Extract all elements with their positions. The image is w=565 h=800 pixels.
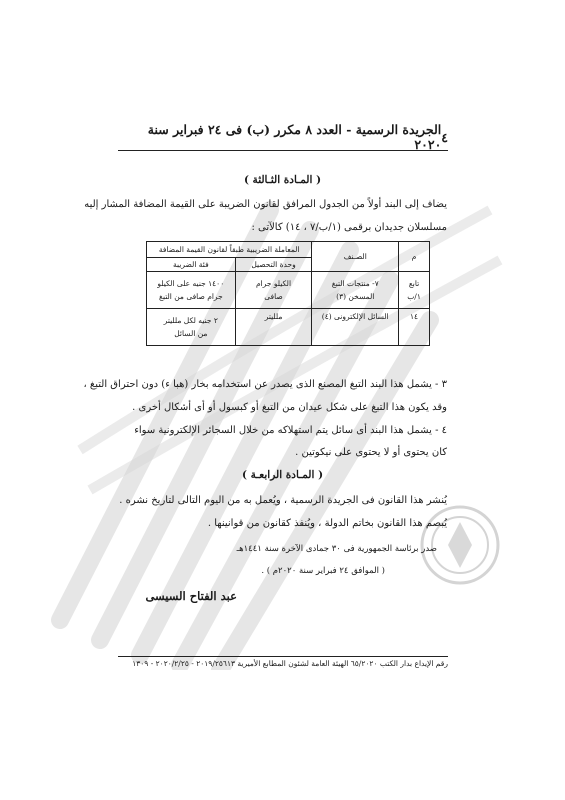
table-row	[147, 309, 430, 346]
legal-deposit-footer: رقم الإيداع بدار الكتب ٦٥/٢٠٢٠ الهيئة العامة لشئون المطابع الأميرية ٢٠١٩/٢٥٦١٣ - ٢٠٢٠/٢/٢٥ - ١٣٠٩	[132, 659, 448, 668]
gazette-issue-line: الجريدة الرسمية - العدد ٨ مكرر (ب) فى ٢٤ فبراير سنة ٢٠٢٠	[147, 122, 442, 152]
cell-text: جرام صافى من التبغ	[158, 292, 223, 301]
note-4-line-1: ٤ - يشمل هذا البند أى سائل يتم استهلاكه من خلال السجائر الإلكترونية سواء	[134, 425, 447, 436]
issuance-line-1: صدر برئاسة الجمهورية فى ٣٠ جمادى الآخرة سنة ١٤٤١هـ	[236, 544, 437, 554]
cell-text: ١٤٠٠ جنيه على الكيلو	[157, 279, 225, 288]
note-3-line-1: ٣ - يشمل هذا البند التبغ المصنع الذى يصدر عن استخدامه بخار (هبا ء) دون احتراق التبغ ،	[83, 379, 447, 390]
president-signature: عبد الفتاح السيسى	[145, 589, 237, 603]
article-4-line-1: يُنشر هذا القانون فى الجريدة الرسمية ، ويُعمل به من اليوم التالى لتاريخ نشره .	[119, 495, 447, 506]
cell-serial	[399, 272, 430, 309]
cell-text: ١/ب	[407, 292, 421, 301]
note-4-line-2: كان يحتوى أو لا يحتوى على نيكوتين .	[295, 447, 447, 458]
col-header-category: الصـنف	[312, 242, 399, 272]
col-header-serial: م	[399, 242, 430, 272]
col-header-unit: وحدة التحصيل	[235, 258, 312, 272]
article-4-line-2: يُبصم هذا القانون بخاتم الدولة ، ويُنفذ كقانون من قوانينها .	[207, 518, 447, 529]
cell-text: ٢ جنيه لكل ملليتر	[163, 316, 218, 325]
cell-text: من السائل	[174, 329, 208, 338]
col-header-treatment: المعاملة الضريبية طبقاً لقانون القيمة المضافة	[147, 242, 312, 258]
cell-serial	[399, 309, 430, 346]
cell-text: ملليتر	[264, 312, 283, 321]
note-3-line-2: وقد يكون هذا التبغ على شكل عيدان من التبغ أو كبسول أو أى أشكال أخرى .	[132, 402, 447, 413]
header-divider	[118, 150, 448, 151]
cell-text: ١٤	[410, 312, 419, 321]
cell-text: الكيلو جرام	[256, 279, 292, 288]
col-header-rate: فئة الضريبة	[147, 258, 236, 272]
cell-text: ٧- منتجات التبغ	[331, 279, 379, 288]
cell-text: تابع	[408, 279, 420, 288]
cell-category	[312, 272, 399, 309]
table-row	[147, 272, 430, 309]
article-3-line-2: مسلسلان جديدان برقمى (١/ب/٧ ، ١٤) كالآتى :	[251, 222, 447, 233]
cell-text: المسخن (٣)	[336, 292, 375, 301]
cell-rate	[147, 309, 236, 346]
cell-rate	[147, 272, 236, 309]
footer-divider	[118, 656, 448, 657]
article-3-title: ( المـادة الثـالثة )	[243, 174, 322, 186]
article-4-title: ( المـادة الرابعـة )	[241, 469, 324, 481]
cell-unit	[235, 309, 312, 346]
cell-unit	[235, 272, 312, 309]
tax-rates-table	[146, 241, 430, 346]
article-3-line-1: يضاف إلى البند أولاً من الجدول المرافق لقانون الضريبة على القيمة المضافة المشار إليه	[84, 199, 447, 210]
issuance-line-2: ( الموافق ٢٤ فبراير سنة ٢٠٢٠م ) .	[261, 566, 385, 576]
cell-category	[312, 309, 399, 346]
cell-text: صافى	[264, 292, 283, 301]
cell-text: السائل الإلكترونى (٤)	[321, 312, 389, 321]
page-number: ٤	[441, 129, 448, 145]
page-header	[118, 122, 448, 152]
